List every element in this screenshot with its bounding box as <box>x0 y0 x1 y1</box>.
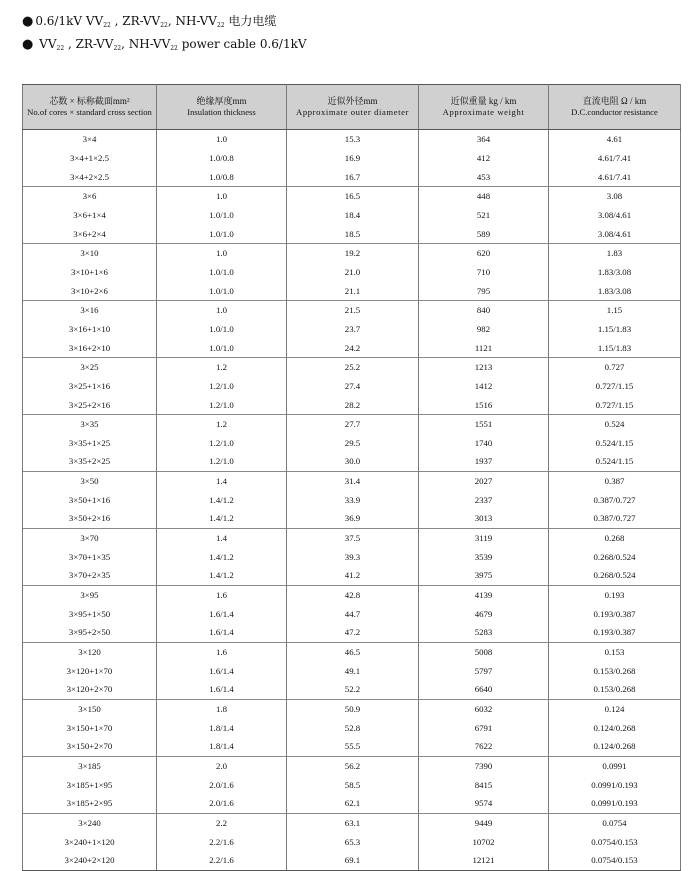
cell-insulation: 1.0 <box>157 130 287 149</box>
cell-insulation: 1.0/1.0 <box>157 281 287 300</box>
table-row <box>23 623 681 642</box>
table-row <box>23 434 681 453</box>
cell-cross-section: 3×16+2×10 <box>23 338 157 357</box>
cell-diameter: 15.3 <box>287 130 419 149</box>
cell-weight: 412 <box>419 149 549 168</box>
cell-diameter: 39.3 <box>287 547 419 566</box>
cell-insulation: 1.0 <box>157 243 287 262</box>
cell-diameter: 16.7 <box>287 167 419 186</box>
cell-weight: 4679 <box>419 604 549 623</box>
table-row <box>23 263 681 282</box>
table-row <box>23 509 681 528</box>
cell-resistance: 0.124/0.268 <box>549 718 681 737</box>
cell-cross-section: 3×35 <box>23 414 157 433</box>
cell-resistance: 1.83/3.08 <box>549 281 681 300</box>
cell-resistance: 3.08/4.61 <box>549 224 681 243</box>
cell-weight: 1516 <box>419 395 549 414</box>
cell-cross-section: 3×10+1×6 <box>23 263 157 282</box>
col-header-diameter: 近似外径mm Approximate outer diameter <box>287 85 419 130</box>
cell-insulation: 1.6/1.4 <box>157 623 287 642</box>
cell-cross-section: 3×240+2×120 <box>23 851 157 870</box>
cell-diameter: 27.4 <box>287 377 419 396</box>
cell-diameter: 23.7 <box>287 320 419 339</box>
cell-resistance: 0.124/0.268 <box>549 737 681 756</box>
cell-cross-section: 3×70 <box>23 528 157 547</box>
cell-diameter: 30.0 <box>287 452 419 471</box>
cell-weight: 7390 <box>419 756 549 775</box>
cell-diameter: 69.1 <box>287 851 419 870</box>
cell-insulation: 1.6 <box>157 585 287 604</box>
table-row <box>23 243 681 262</box>
cell-resistance: 0.0991/0.193 <box>549 775 681 794</box>
table-row <box>23 452 681 471</box>
cell-weight: 9449 <box>419 813 549 832</box>
cell-insulation: 1.6/1.4 <box>157 680 287 699</box>
cell-weight: 4139 <box>419 585 549 604</box>
cell-weight: 3975 <box>419 566 549 585</box>
cell-resistance: 0.153 <box>549 642 681 661</box>
cell-cross-section: 3×185+2×95 <box>23 794 157 813</box>
cell-resistance: 0.727/1.15 <box>549 395 681 414</box>
cell-diameter: 37.5 <box>287 528 419 547</box>
cell-diameter: 58.5 <box>287 775 419 794</box>
cell-cross-section: 3×25 <box>23 357 157 376</box>
cell-insulation: 2.0 <box>157 756 287 775</box>
col-header-cross-section: 芯数 × 标称截面mm² No.of cores × standard cross section <box>23 85 157 130</box>
cell-insulation: 1.4 <box>157 471 287 490</box>
cell-weight: 3119 <box>419 528 549 547</box>
cell-insulation: 1.0/0.8 <box>157 149 287 168</box>
title-chinese: ● 0.6/1kV $VV_{22}$ , $ZR-VV_{22}$, $NH-VV_{22}$ 电力电缆 <box>22 14 277 29</box>
cell-resistance: 0.0991 <box>549 756 681 775</box>
cell-insulation: 1.4/1.2 <box>157 490 287 509</box>
table-row <box>23 718 681 737</box>
cell-insulation: 1.8 <box>157 699 287 718</box>
table-row <box>23 775 681 794</box>
cell-diameter: 47.2 <box>287 623 419 642</box>
cell-resistance: 4.61/7.41 <box>549 149 681 168</box>
cell-diameter: 18.4 <box>287 206 419 225</box>
cell-diameter: 52.2 <box>287 680 419 699</box>
table-row <box>23 737 681 756</box>
cell-weight: 521 <box>419 206 549 225</box>
cell-diameter: 36.9 <box>287 509 419 528</box>
bullet-icon: ● <box>22 14 34 29</box>
table-row <box>23 471 681 490</box>
cell-diameter: 21.0 <box>287 263 419 282</box>
cell-diameter: 42.8 <box>287 585 419 604</box>
title-english: ● $VV_{22}$ , $ZR-VV_{22}$, $NH-VV_{22}$ power cable 0.6/1kV <box>22 37 307 52</box>
cell-cross-section: 3×25+2×16 <box>23 395 157 414</box>
cell-weight: 1213 <box>419 357 549 376</box>
cell-diameter: 56.2 <box>287 756 419 775</box>
cell-cross-section: 3×6 <box>23 186 157 205</box>
cell-weight: 3013 <box>419 509 549 528</box>
table-row <box>23 186 681 205</box>
cell-insulation: 1.2/1.0 <box>157 434 287 453</box>
cell-diameter: 25.2 <box>287 357 419 376</box>
cell-resistance: 0.0754/0.153 <box>549 851 681 870</box>
cell-weight: 1121 <box>419 338 549 357</box>
cell-cross-section: 3×70+2×35 <box>23 566 157 585</box>
table-row <box>23 357 681 376</box>
cell-diameter: 18.5 <box>287 224 419 243</box>
cell-insulation: 1.0 <box>157 300 287 319</box>
cell-diameter: 16.5 <box>287 186 419 205</box>
cell-resistance: 3.08 <box>549 186 681 205</box>
cell-diameter: 28.2 <box>287 395 419 414</box>
cell-weight: 3539 <box>419 547 549 566</box>
cell-cross-section: 3×95+2×50 <box>23 623 157 642</box>
cell-cross-section: 3×120+1×70 <box>23 661 157 680</box>
cell-insulation: 2.2/1.6 <box>157 851 287 870</box>
cell-resistance: 0.268/0.524 <box>549 566 681 585</box>
cell-insulation: 2.2/1.6 <box>157 832 287 851</box>
cell-resistance: 4.61/7.41 <box>549 167 681 186</box>
cell-insulation: 1.2 <box>157 414 287 433</box>
table-row <box>23 490 681 509</box>
cell-weight: 448 <box>419 186 549 205</box>
table-row <box>23 414 681 433</box>
table-row <box>23 661 681 680</box>
table-row <box>23 167 681 186</box>
cell-insulation: 1.0/1.0 <box>157 263 287 282</box>
cell-resistance: 0.727/1.15 <box>549 377 681 396</box>
cell-insulation: 1.0/0.8 <box>157 167 287 186</box>
cell-insulation: 2.2 <box>157 813 287 832</box>
table-row <box>23 813 681 832</box>
cell-diameter: 62.1 <box>287 794 419 813</box>
cell-weight: 7622 <box>419 737 549 756</box>
table-row <box>23 680 681 699</box>
cell-diameter: 41.2 <box>287 566 419 585</box>
cell-weight: 453 <box>419 167 549 186</box>
cell-diameter: 29.5 <box>287 434 419 453</box>
cell-weight: 10702 <box>419 832 549 851</box>
cell-cross-section: 3×150 <box>23 699 157 718</box>
cell-cross-section: 3×4 <box>23 130 157 149</box>
cell-insulation: 2.0/1.6 <box>157 794 287 813</box>
cell-resistance: 1.83/3.08 <box>549 263 681 282</box>
cell-cross-section: 3×150+1×70 <box>23 718 157 737</box>
cell-insulation: 1.2/1.0 <box>157 395 287 414</box>
cell-insulation: 1.6/1.4 <box>157 661 287 680</box>
cell-weight: 9574 <box>419 794 549 813</box>
col-header-resistance: 直流电阻 Ω / km D.C.conductor resistance <box>549 85 681 130</box>
cell-diameter: 31.4 <box>287 471 419 490</box>
cell-diameter: 16.9 <box>287 149 419 168</box>
cell-cross-section: 3×95 <box>23 585 157 604</box>
cell-diameter: 21.1 <box>287 281 419 300</box>
cell-cross-section: 3×25+1×16 <box>23 377 157 396</box>
cell-weight: 6032 <box>419 699 549 718</box>
table-row <box>23 320 681 339</box>
table-row <box>23 338 681 357</box>
cell-resistance: 0.153/0.268 <box>549 661 681 680</box>
cell-weight: 6791 <box>419 718 549 737</box>
cell-resistance: 0.387/0.727 <box>549 490 681 509</box>
cell-insulation: 1.6/1.4 <box>157 604 287 623</box>
cell-cross-section: 3×120 <box>23 642 157 661</box>
cell-cross-section: 3×16+1×10 <box>23 320 157 339</box>
cell-weight: 2027 <box>419 471 549 490</box>
cell-weight: 6640 <box>419 680 549 699</box>
cell-insulation: 1.0 <box>157 186 287 205</box>
table-row <box>23 206 681 225</box>
cell-cross-section: 3×4+1×2.5 <box>23 149 157 168</box>
cell-cross-section: 3×35+1×25 <box>23 434 157 453</box>
cell-insulation: 2.0/1.6 <box>157 775 287 794</box>
cell-insulation: 1.4 <box>157 528 287 547</box>
table-header-row <box>23 85 681 130</box>
cell-insulation: 1.8/1.4 <box>157 737 287 756</box>
cable-spec-table <box>22 84 681 871</box>
cell-resistance: 0.387/0.727 <box>549 509 681 528</box>
cell-insulation: 1.4/1.2 <box>157 547 287 566</box>
cell-cross-section: 3×10 <box>23 243 157 262</box>
cell-insulation: 1.2/1.0 <box>157 452 287 471</box>
cell-resistance: 4.61 <box>549 130 681 149</box>
cell-cross-section: 3×50+2×16 <box>23 509 157 528</box>
cell-diameter: 24.2 <box>287 338 419 357</box>
cell-resistance: 0.193/0.387 <box>549 604 681 623</box>
cell-weight: 1937 <box>419 452 549 471</box>
cell-weight: 982 <box>419 320 549 339</box>
cell-diameter: 50.9 <box>287 699 419 718</box>
cell-insulation: 1.2 <box>157 357 287 376</box>
cell-resistance: 0.193/0.387 <box>549 623 681 642</box>
table-row <box>23 281 681 300</box>
cell-cross-section: 3×6+1×4 <box>23 206 157 225</box>
cell-cross-section: 3×4+2×2.5 <box>23 167 157 186</box>
cell-resistance: 1.15/1.83 <box>549 338 681 357</box>
cell-weight: 1551 <box>419 414 549 433</box>
table-row <box>23 224 681 243</box>
cell-resistance: 1.15 <box>549 300 681 319</box>
cell-weight: 840 <box>419 300 549 319</box>
cell-cross-section: 3×240+1×120 <box>23 832 157 851</box>
table-row <box>23 528 681 547</box>
table-row <box>23 585 681 604</box>
cell-diameter: 27.7 <box>287 414 419 433</box>
cell-diameter: 63.1 <box>287 813 419 832</box>
cell-cross-section: 3×50 <box>23 471 157 490</box>
cell-diameter: 52.8 <box>287 718 419 737</box>
cell-weight: 589 <box>419 224 549 243</box>
cell-cross-section: 3×240 <box>23 813 157 832</box>
cell-weight: 1412 <box>419 377 549 396</box>
cell-resistance: 0.193 <box>549 585 681 604</box>
cell-resistance: 0.0754 <box>549 813 681 832</box>
cell-diameter: 65.3 <box>287 832 419 851</box>
cell-resistance: 0.0754/0.153 <box>549 832 681 851</box>
cell-cross-section: 3×120+2×70 <box>23 680 157 699</box>
cell-weight: 795 <box>419 281 549 300</box>
table-row <box>23 851 681 870</box>
cell-insulation: 1.4/1.2 <box>157 509 287 528</box>
table-row <box>23 395 681 414</box>
cell-diameter: 49.1 <box>287 661 419 680</box>
table-row <box>23 699 681 718</box>
table-row <box>23 566 681 585</box>
cell-weight: 5008 <box>419 642 549 661</box>
cell-diameter: 33.9 <box>287 490 419 509</box>
table-row <box>23 832 681 851</box>
cell-weight: 5797 <box>419 661 549 680</box>
cell-insulation: 1.0/1.0 <box>157 320 287 339</box>
table-row <box>23 377 681 396</box>
table-body <box>23 130 681 871</box>
cell-weight: 8415 <box>419 775 549 794</box>
cell-cross-section: 3×150+2×70 <box>23 737 157 756</box>
cell-resistance: 0.524/1.15 <box>549 434 681 453</box>
cell-diameter: 46.5 <box>287 642 419 661</box>
cell-resistance: 0.727 <box>549 357 681 376</box>
cell-resistance: 0.524 <box>549 414 681 433</box>
cell-insulation: 1.4/1.2 <box>157 566 287 585</box>
table-row <box>23 149 681 168</box>
cell-weight: 620 <box>419 243 549 262</box>
table-row <box>23 756 681 775</box>
cell-resistance: 0.124 <box>549 699 681 718</box>
cell-resistance: 1.15/1.83 <box>549 320 681 339</box>
cell-diameter: 44.7 <box>287 604 419 623</box>
cell-resistance: 0.524/1.15 <box>549 452 681 471</box>
cell-cross-section: 3×6+2×4 <box>23 224 157 243</box>
cell-cross-section: 3×35+2×25 <box>23 452 157 471</box>
cell-resistance: 0.268/0.524 <box>549 547 681 566</box>
cell-insulation: 1.0/1.0 <box>157 338 287 357</box>
cell-cross-section: 3×70+1×35 <box>23 547 157 566</box>
cell-resistance: 3.08/4.61 <box>549 206 681 225</box>
col-header-insulation: 绝缘厚度mm Insulation thickness <box>157 85 287 130</box>
table-row <box>23 604 681 623</box>
cell-diameter: 21.5 <box>287 300 419 319</box>
cell-diameter: 19.2 <box>287 243 419 262</box>
cell-weight: 5283 <box>419 623 549 642</box>
cell-insulation: 1.2/1.0 <box>157 377 287 396</box>
cell-resistance: 1.83 <box>549 243 681 262</box>
cell-cross-section: 3×185 <box>23 756 157 775</box>
table-row <box>23 300 681 319</box>
cell-resistance: 0.387 <box>549 471 681 490</box>
cell-insulation: 1.0/1.0 <box>157 224 287 243</box>
cell-cross-section: 3×16 <box>23 300 157 319</box>
cell-cross-section: 3×95+1×50 <box>23 604 157 623</box>
cell-weight: 710 <box>419 263 549 282</box>
table-row <box>23 794 681 813</box>
cell-cross-section: 3×50+1×16 <box>23 490 157 509</box>
cell-resistance: 0.0991/0.193 <box>549 794 681 813</box>
cell-weight: 12121 <box>419 851 549 870</box>
cell-cross-section: 3×185+1×95 <box>23 775 157 794</box>
cell-weight: 2337 <box>419 490 549 509</box>
col-header-weight: 近似重量 kg / km Approximate weight <box>419 85 549 130</box>
table-row <box>23 130 681 149</box>
table-row <box>23 547 681 566</box>
cell-resistance: 0.153/0.268 <box>549 680 681 699</box>
cell-weight: 364 <box>419 130 549 149</box>
cell-cross-section: 3×10+2×6 <box>23 281 157 300</box>
cell-insulation: 1.0/1.0 <box>157 206 287 225</box>
cell-insulation: 1.8/1.4 <box>157 718 287 737</box>
cell-weight: 1740 <box>419 434 549 453</box>
table-row <box>23 642 681 661</box>
bullet-icon: ● <box>22 37 34 52</box>
cell-resistance: 0.268 <box>549 528 681 547</box>
cell-diameter: 55.5 <box>287 737 419 756</box>
cell-insulation: 1.6 <box>157 642 287 661</box>
